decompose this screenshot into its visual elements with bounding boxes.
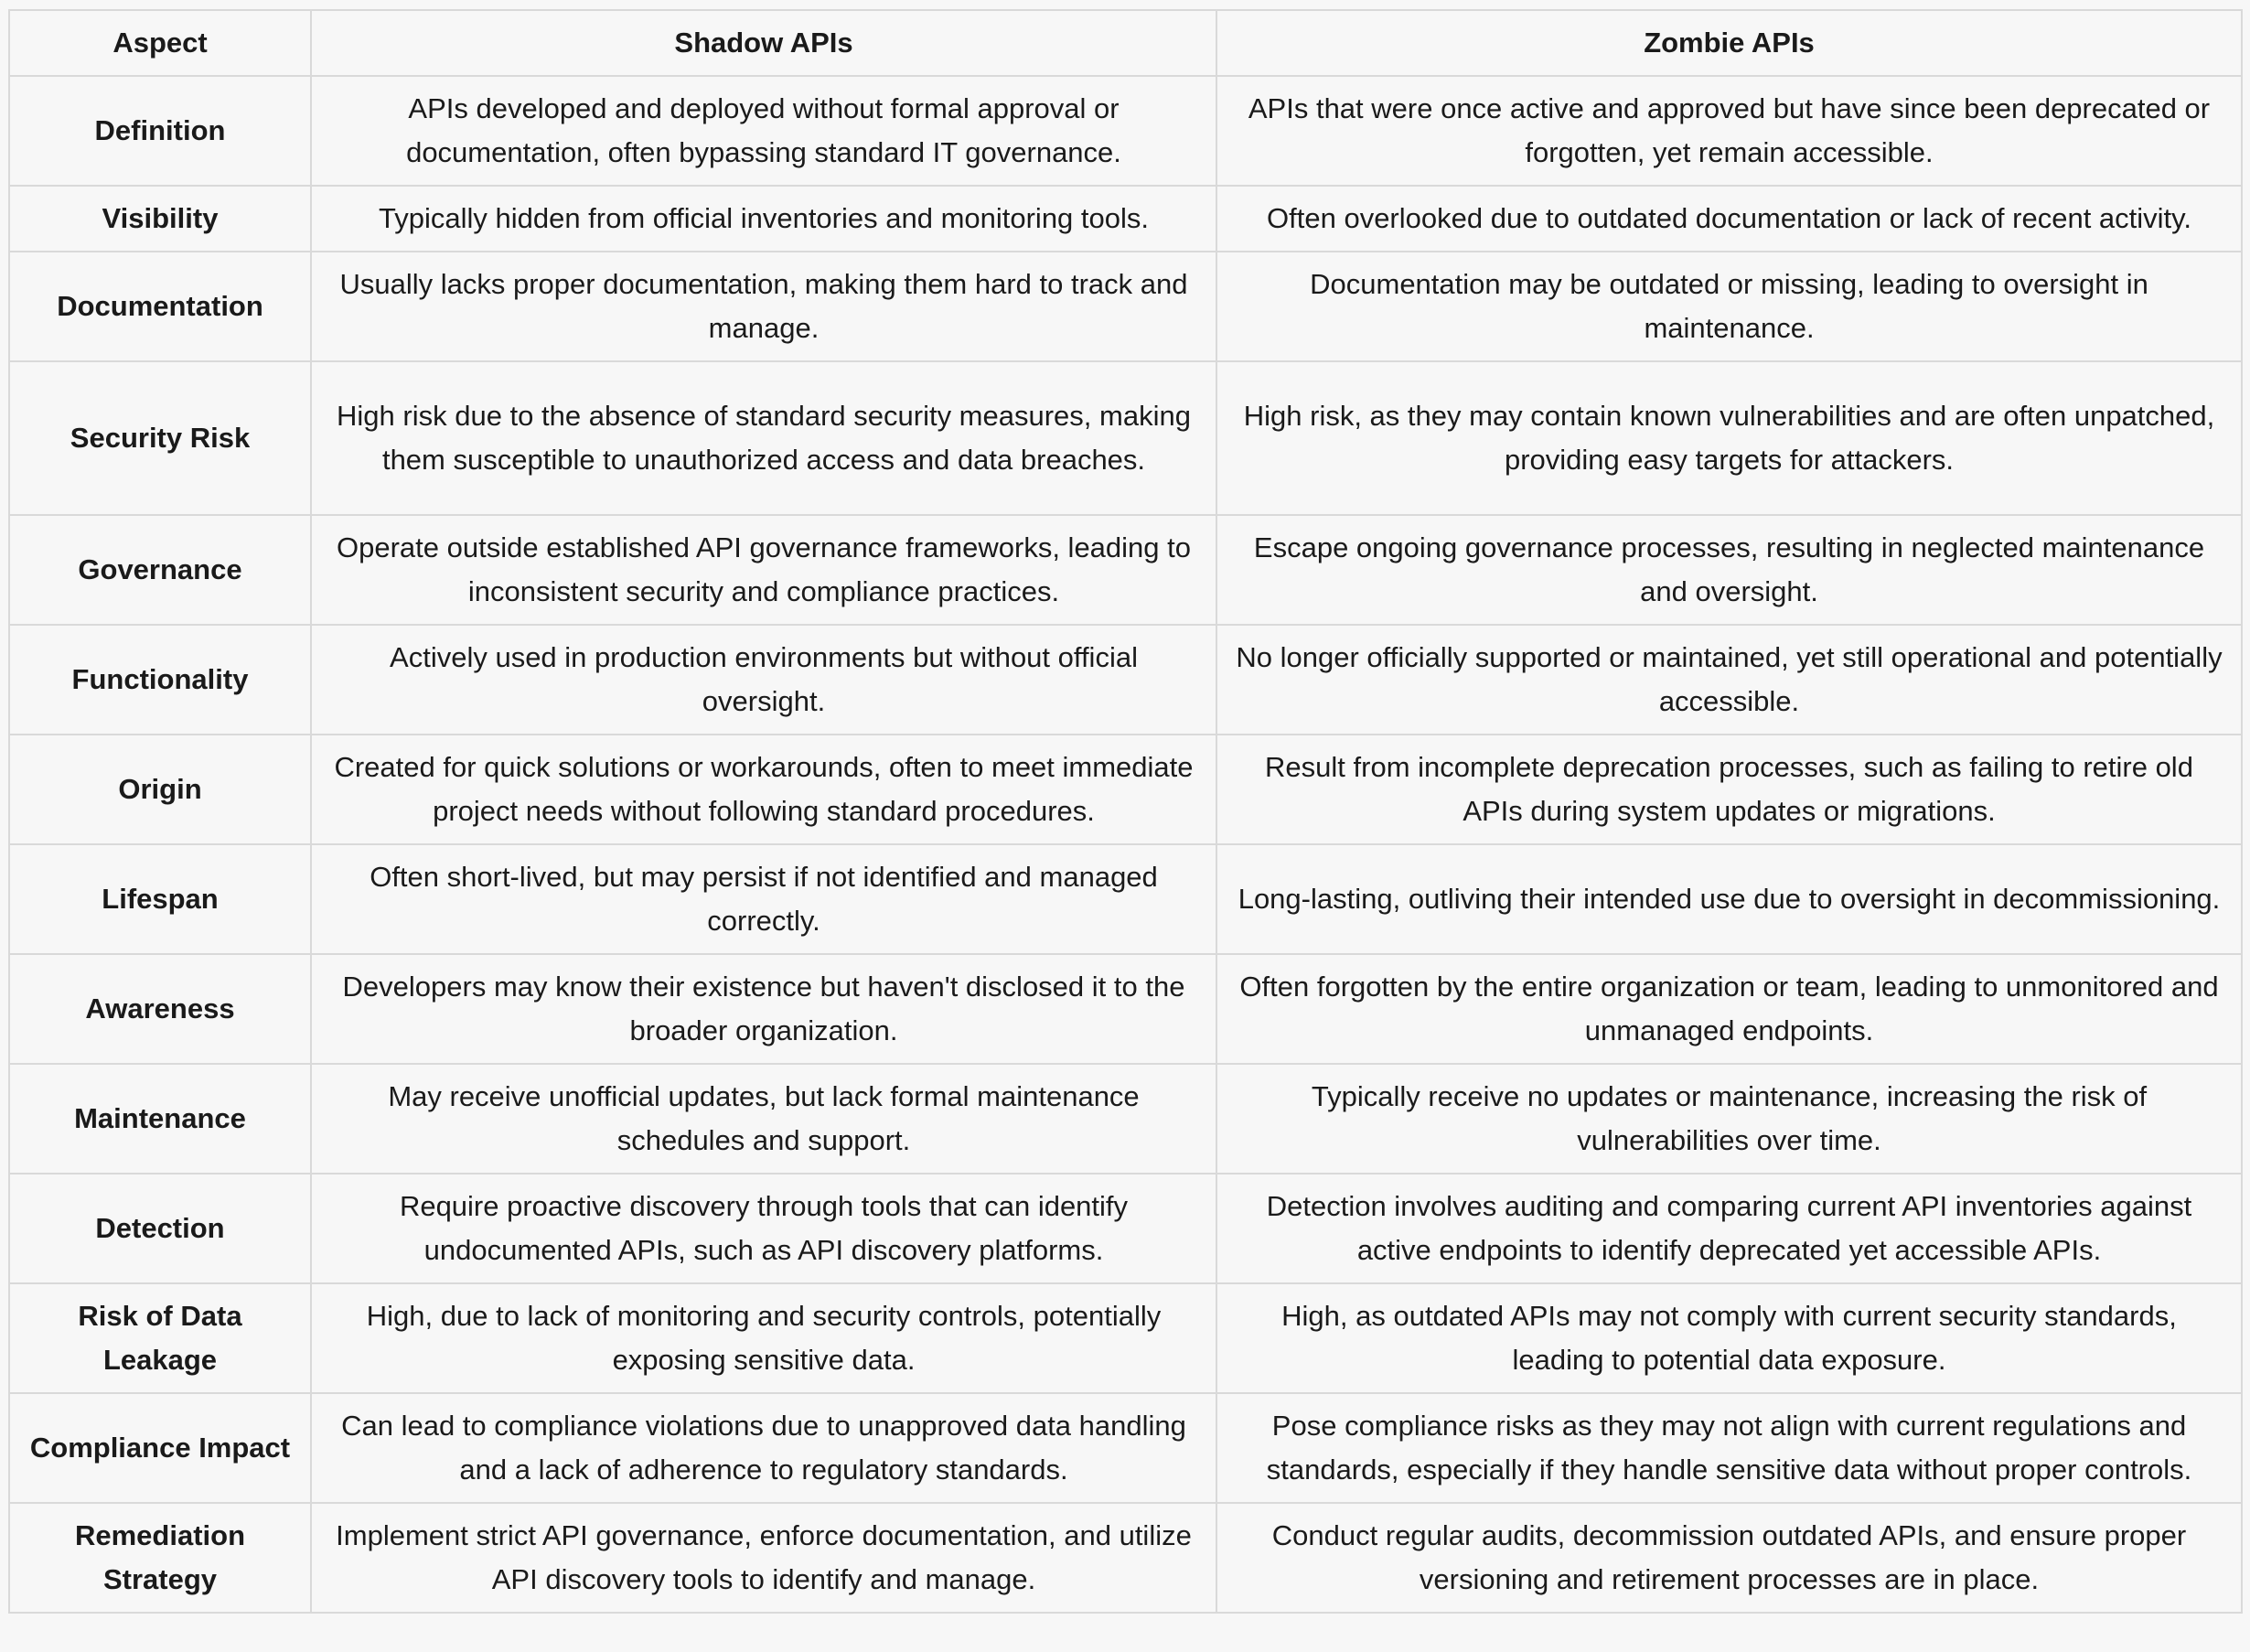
aspect-cell: Definition xyxy=(9,76,311,186)
shadow-cell: Operate outside established API governance frameworks, leading to inconsistent security and compliance practices. xyxy=(311,515,1216,625)
table-row xyxy=(9,625,2242,735)
table-header xyxy=(9,10,2242,76)
shadow-cell: Often short-lived, but may persist if not identified and managed correctly. xyxy=(311,844,1216,954)
zombie-cell: APIs that were once active and approved but have since been deprecated or forgotten, yet remain accessible. xyxy=(1216,76,2242,186)
zombie-cell: High, as outdated APIs may not comply with current security standards, leading to potential data exposure. xyxy=(1216,1283,2242,1393)
shadow-cell: High, due to lack of monitoring and security controls, potentially exposing sensitive data. xyxy=(311,1283,1216,1393)
shadow-cell: Usually lacks proper documentation, making them hard to track and manage. xyxy=(311,252,1216,361)
shadow-cell: Created for quick solutions or workarounds, often to meet immediate project needs without following standard procedures. xyxy=(311,735,1216,844)
aspect-cell: Compliance Impact xyxy=(9,1393,311,1503)
aspect-cell: Origin xyxy=(9,735,311,844)
aspect-cell: Detection xyxy=(9,1174,311,1283)
table-row xyxy=(9,1503,2242,1613)
comparison-table-container xyxy=(8,9,2241,1614)
aspect-cell: Security Risk xyxy=(9,361,311,515)
shadow-cell: High risk due to the absence of standard security measures, making them susceptible to unauthorized access and data breaches. xyxy=(311,361,1216,515)
zombie-cell: Conduct regular audits, decommission outdated APIs, and ensure proper versioning and retirement processes are in place. xyxy=(1216,1503,2242,1613)
aspect-cell: Lifespan xyxy=(9,844,311,954)
aspect-cell: Maintenance xyxy=(9,1064,311,1174)
aspect-cell: Functionality xyxy=(9,625,311,735)
comparison-table xyxy=(8,9,2243,1614)
table-row xyxy=(9,186,2242,252)
table-row xyxy=(9,1174,2242,1283)
aspect-cell: Documentation xyxy=(9,252,311,361)
aspect-cell: Risk of Data Leakage xyxy=(9,1283,311,1393)
table-body xyxy=(9,76,2242,1613)
zombie-cell: Often overlooked due to outdated documentation or lack of recent activity. xyxy=(1216,186,2242,252)
zombie-cell: High risk, as they may contain known vulnerabilities and are often unpatched, providing easy targets for attackers. xyxy=(1216,361,2242,515)
table-row xyxy=(9,515,2242,625)
aspect-cell: Remediation Strategy xyxy=(9,1503,311,1613)
shadow-cell: May receive unofficial updates, but lack formal maintenance schedules and support. xyxy=(311,1064,1216,1174)
shadow-cell: APIs developed and deployed without formal approval or documentation, often bypassing standard IT governance. xyxy=(311,76,1216,186)
table-row xyxy=(9,252,2242,361)
table-row xyxy=(9,1283,2242,1393)
table-row xyxy=(9,361,2242,515)
zombie-cell: Documentation may be outdated or missing, leading to oversight in maintenance. xyxy=(1216,252,2242,361)
table-row xyxy=(9,1064,2242,1174)
zombie-cell: No longer officially supported or maintained, yet still operational and potentially accessible. xyxy=(1216,625,2242,735)
zombie-cell: Escape ongoing governance processes, resulting in neglected maintenance and oversight. xyxy=(1216,515,2242,625)
zombie-cell: Often forgotten by the entire organization or team, leading to unmonitored and unmanaged endpoints. xyxy=(1216,954,2242,1064)
table-row xyxy=(9,735,2242,844)
shadow-cell: Implement strict API governance, enforce documentation, and utilize API discovery tools to identify and manage. xyxy=(311,1503,1216,1613)
shadow-cell: Require proactive discovery through tools that can identify undocumented APIs, such as API discovery platforms. xyxy=(311,1174,1216,1283)
shadow-cell: Actively used in production environments but without official oversight. xyxy=(311,625,1216,735)
table-row xyxy=(9,76,2242,186)
aspect-cell: Awareness xyxy=(9,954,311,1064)
zombie-cell: Pose compliance risks as they may not align with current regulations and standards, especially if they handle sensitive data without proper controls. xyxy=(1216,1393,2242,1503)
header-zombie-apis: Zombie APIs xyxy=(1216,10,2242,76)
shadow-cell: Can lead to compliance violations due to unapproved data handling and a lack of adherence to regulatory standards. xyxy=(311,1393,1216,1503)
header-aspect: Aspect xyxy=(9,10,311,76)
aspect-cell: Governance xyxy=(9,515,311,625)
table-row xyxy=(9,1393,2242,1503)
table-row xyxy=(9,954,2242,1064)
zombie-cell: Typically receive no updates or maintenance, increasing the risk of vulnerabilities over time. xyxy=(1216,1064,2242,1174)
zombie-cell: Detection involves auditing and comparing current API inventories against active endpoints to identify deprecated yet accessible APIs. xyxy=(1216,1174,2242,1283)
table-row xyxy=(9,844,2242,954)
header-row xyxy=(9,10,2242,76)
zombie-cell: Long-lasting, outliving their intended use due to oversight in decommissioning. xyxy=(1216,844,2242,954)
zombie-cell: Result from incomplete deprecation processes, such as failing to retire old APIs during system updates or migrations. xyxy=(1216,735,2242,844)
shadow-cell: Typically hidden from official inventories and monitoring tools. xyxy=(311,186,1216,252)
aspect-cell: Visibility xyxy=(9,186,311,252)
shadow-cell: Developers may know their existence but haven't disclosed it to the broader organization. xyxy=(311,954,1216,1064)
header-shadow-apis: Shadow APIs xyxy=(311,10,1216,76)
